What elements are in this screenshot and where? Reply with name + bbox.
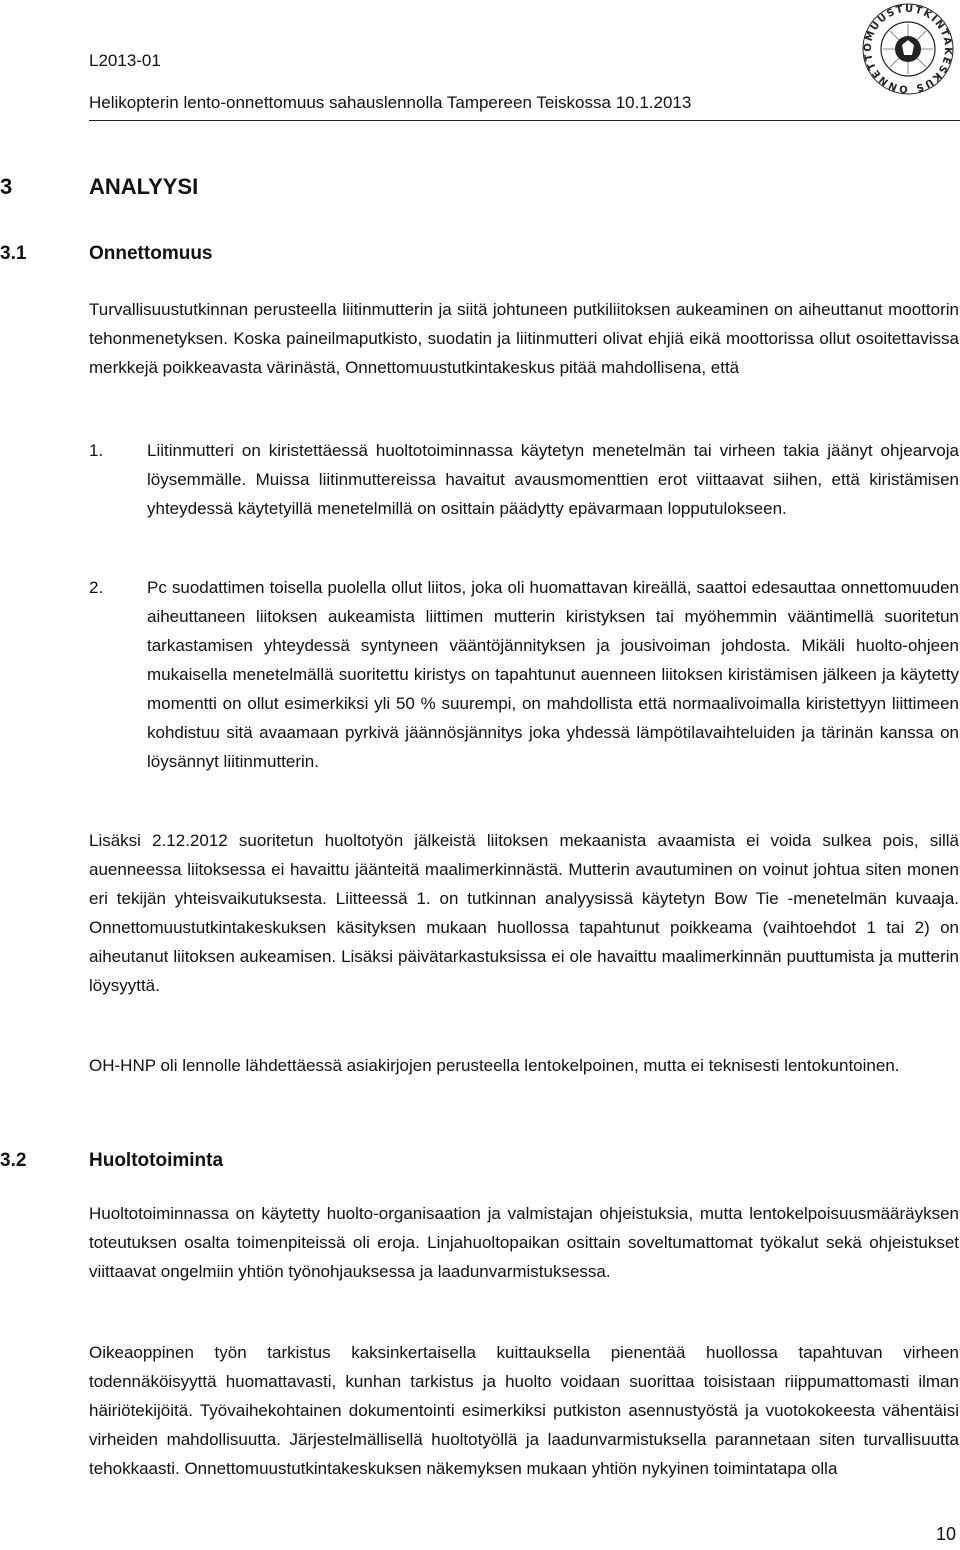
section-title: ANALYYSI: [89, 174, 199, 199]
body-paragraph: OH-HNP oli lennolle lähdettäessä asiakirjojen perusteella lentokelpoinen, mutta ei teknisesti lentokuntoinen.: [89, 1056, 900, 1075]
subsection-number: 3.1: [0, 243, 27, 264]
header-divider: [89, 120, 960, 121]
body-paragraph: Lisäksi 2.12.2012 suoritetun huoltotyön jälkeistä liitoksen mekaanista avaamista ei voida sulkea pois, sillä auenneessa liitoksessa ei havaittu jäänteitä maalimerkinnästä. Mutterin avautuminen on voinut johtua siten monen eri tekijän yhteisvaikutuksesta. Liitteessä 1. on tutkinnan analyysissä käytetyn Bow Tie -menetelmän kuvaaja. Onnettomuustutkintakeskuksen käsityksen mukaan huollossa tapahtunut poikkeama (vaihtoehdot 1 tai 2) on aiheutanut liitoksen aukeamisen. Lisäksi päivätarkastuksissa ei ole havaittu maalimerkinnän puuttumista ja mutterin löysyyttä.: [89, 831, 959, 995]
section-number: 3: [0, 174, 13, 199]
list-marker: 1.: [89, 441, 104, 460]
subsection-title: Onnettomuus: [89, 243, 213, 264]
logo-ring-text: ONNETTOMUUSTUTKINTAKESKUS: [862, 3, 954, 95]
subsection-title: Huoltotoiminta: [89, 1150, 224, 1171]
agency-logo: [856, 0, 960, 100]
report-title: Helikopterin lento-onnettomuus sahauslennolla Tampereen Teiskossa 10.1.2013: [89, 93, 692, 112]
agency-logo-emblem: [856, 0, 960, 100]
list-item-text: Liitinmutteri on kiristettäessä huoltotoiminnassa käytetyn menetelmän tai virheen takia jäänyt ohjearvoja löysemmälle. Muissa liitinmuttereissa havaitut avausmomenttien erot viittaavat siihen, että kiristämisen yhteydessä käytetyillä menetelmillä on osittain päädytty epävarmaan lopputulokseen.: [147, 441, 959, 518]
list-item-text: Pc suodattimen toisella puolella ollut liitos, joka oli huomattavan kireällä, saattoi edesauttaa onnettomuuden aiheuttaneen liitoksen aukeamista liittimen mutterin kiristyksen tai myöhemmin vääntimellä suoritetun tarkastamisen yhteydessä syntyneen vääntöjännityksen ja jousivoiman johdosta. Mikäli huolto-ohjeen mukaisella menetelmällä suoritettu kiristys on tapahtunut auenneen liitoksen kiristämisen jälkeen ja käytetty momentti on ollut esimerkiksi yli 50 % suurempi, on mahdollista että normaalivoimalla kiristettyyn liittimeen kohdistuu sitä avaamaan pyrkivä jäännösjännitys joka yhdessä lämpötilavaihteluiden ja tärinän kanssa on löysännyt liitinmutterin.: [147, 578, 959, 771]
list-item: [89, 436, 959, 523]
page-number: 10: [935, 1524, 956, 1544]
list-item: [89, 573, 959, 776]
body-paragraph: Oikeaoppinen työn tarkistus kaksinkertaisella kuittauksella pienentää huollossa tapahtuvan virheen todennäköisyyttä huomattavasti, kunhan tarkistus ja huolto voidaan suorittaa toisistaan riippumattomasti ilman häiriötekijöitä. Työvaihekohtainen dokumentointi esimerkiksi putkiston asennustyöstä ja vuotokokeesta vähentäisi virheiden mahdollisuutta. Järjestelmällisellä huoltotyöllä ja laadunvarmistuksella parannetaan siten turvallisuutta tehokkaasti. Onnettomuustutkintakeskuksen näkemyksen mukaan yhtiön nykyinen toimintatapa olla: [89, 1343, 959, 1478]
subsection-number: 3.2: [0, 1150, 27, 1171]
body-paragraph: Huoltotoiminnassa on käytetty huolto-organisaation ja valmistajan ohjeistuksia, mutta lentokelpoisuusmääräyksen toteutuksen osalta toimenpiteissä oli eroja. Linjahuoltopaikan osittain soveltumattomat työkalut sekä ohjeistukset viittaavat ongelmiin yhtiön työnohjauksessa ja laadunvarmistuksessa.: [89, 1204, 959, 1281]
intro-paragraph: Turvallisuustutkinnan perusteella liitinmutterin ja siitä johtuneen putkiliitoksen aukeaminen on aiheuttanut moottorin tehonmenetyksen. Koska paineilmaputkisto, suodatin ja liitinmutteri olivat ehjiä eikä moottorissa ollut osoitettavissa merkkejä poikkeavasta värinästä, Onnettomuustutkintakeskus pitää mahdollisena, että: [89, 300, 959, 377]
report-code: L2013-01: [89, 51, 161, 70]
list-marker: 2.: [89, 578, 104, 597]
